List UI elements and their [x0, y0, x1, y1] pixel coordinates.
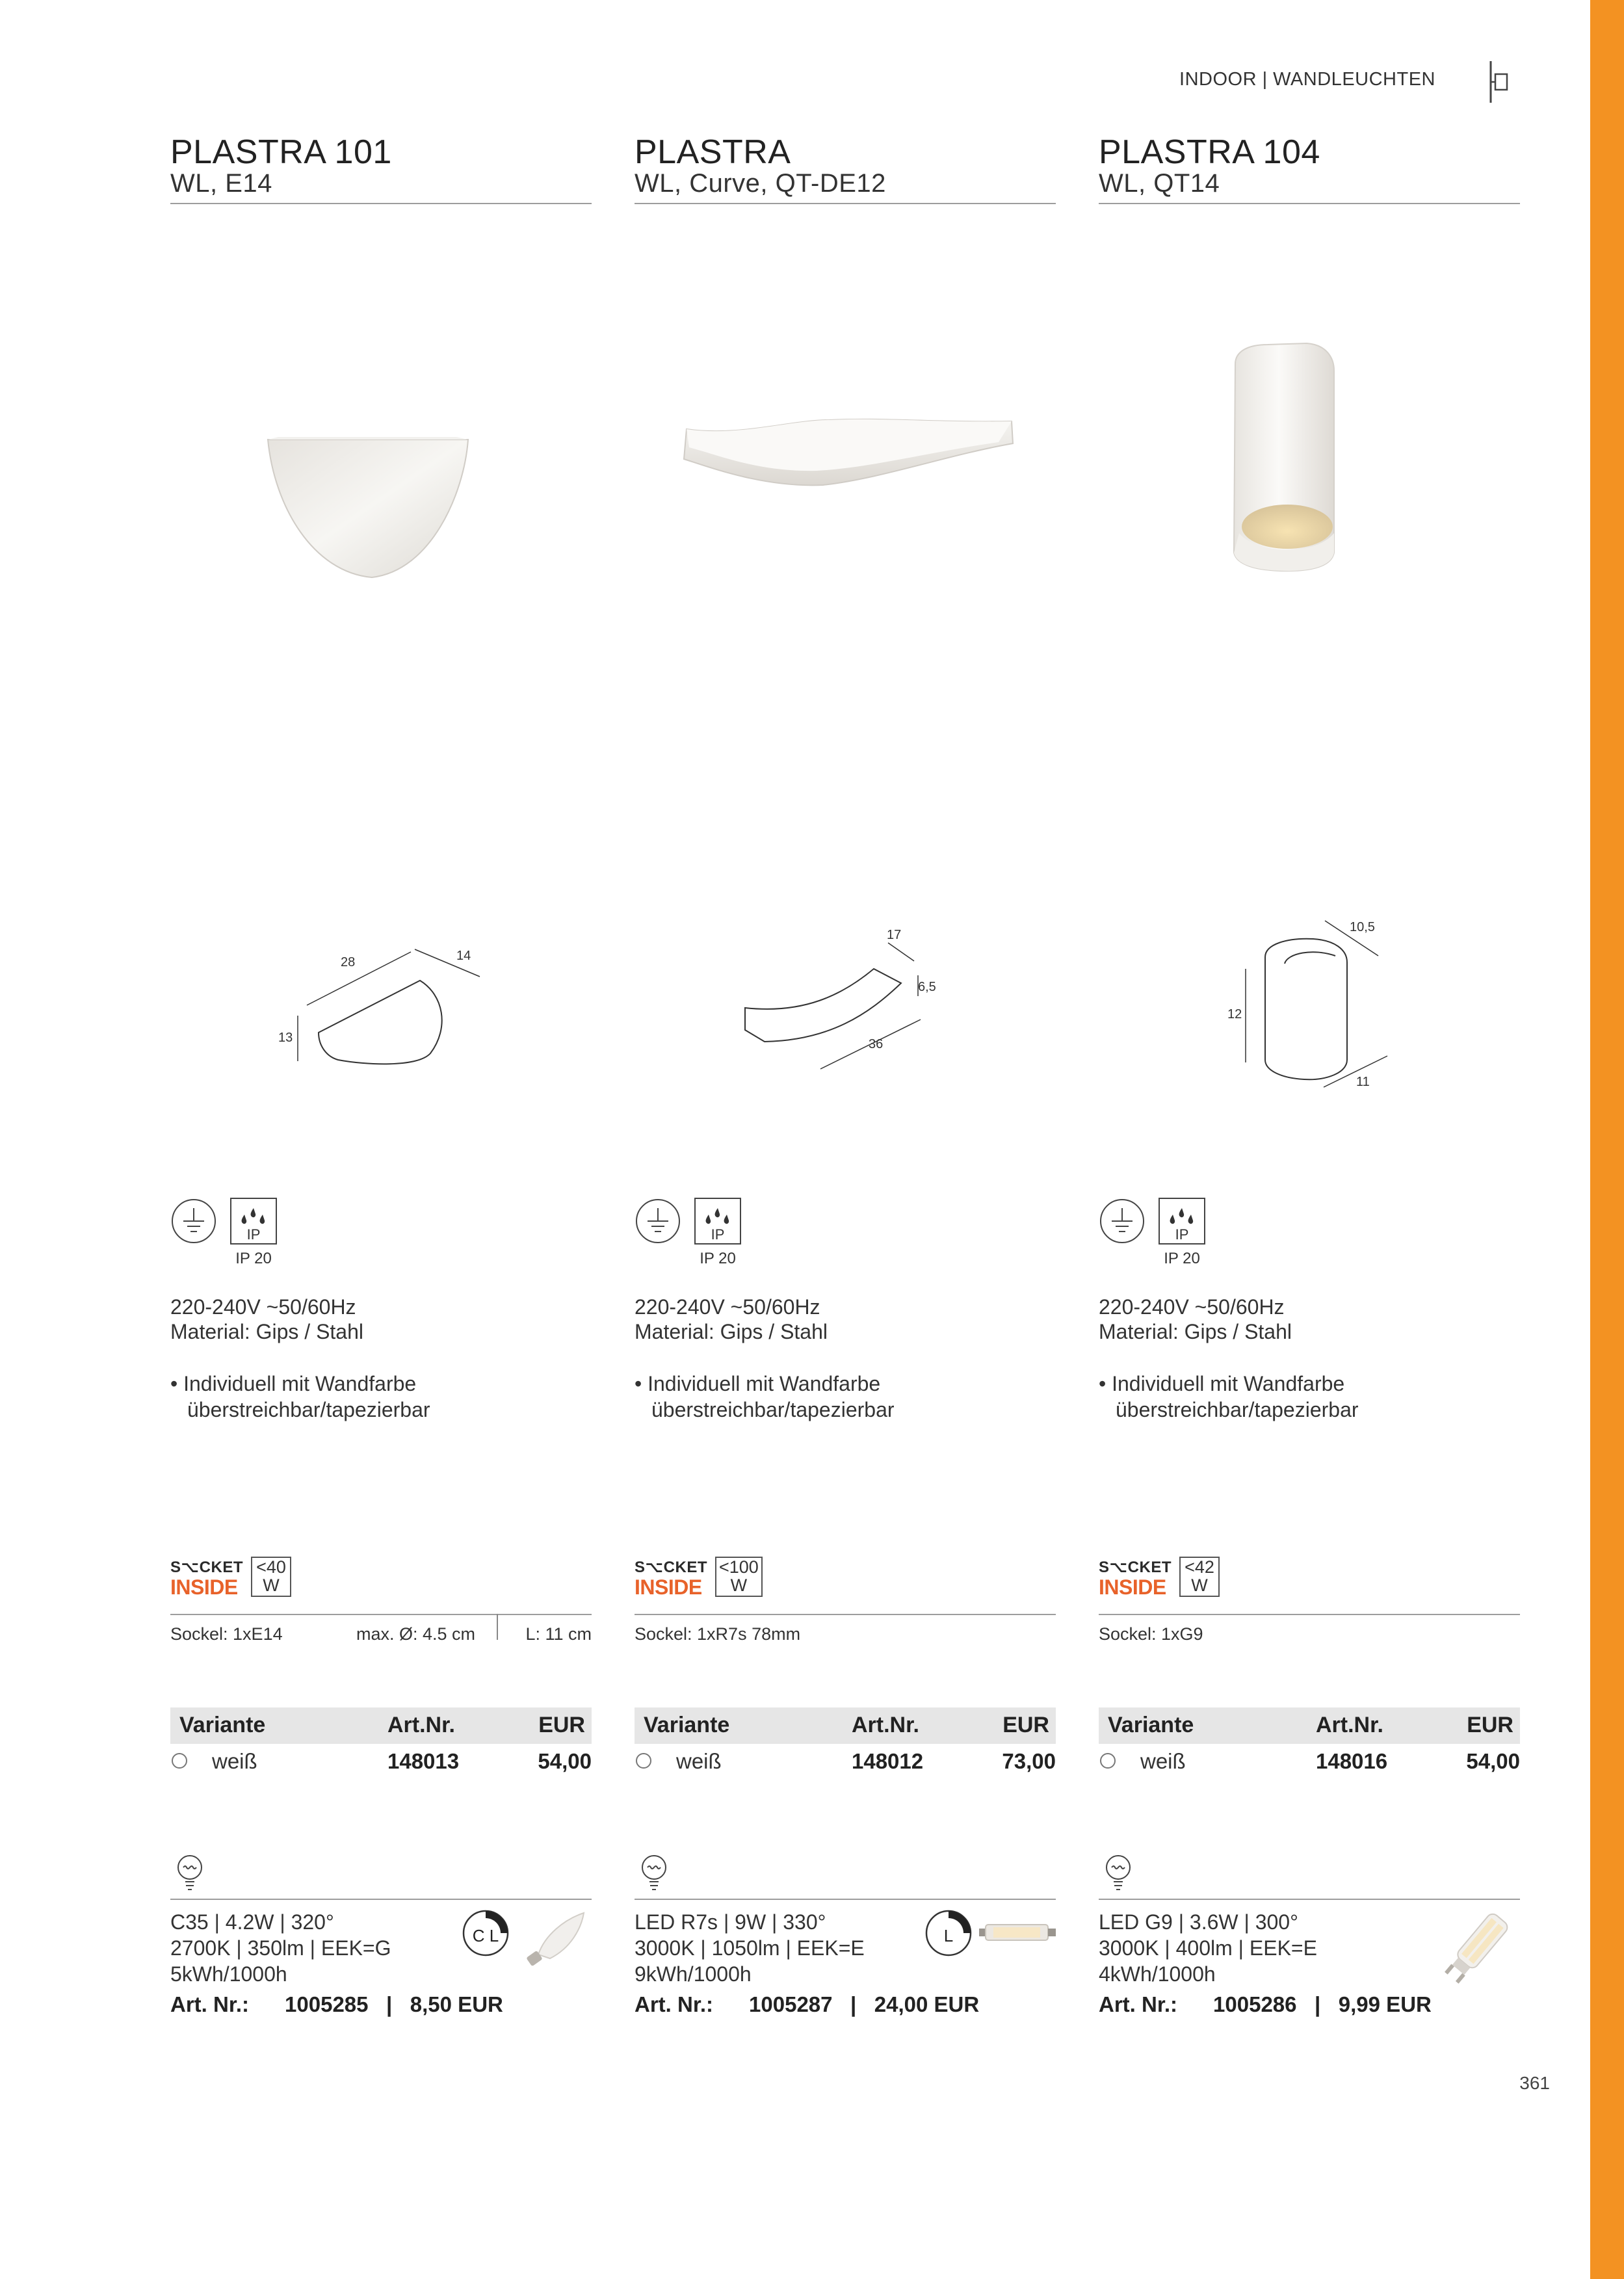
ip-rating-icon: [1159, 1198, 1205, 1245]
header-eur: EUR: [538, 1713, 585, 1737]
product-subtitle: WL, QT14: [1099, 169, 1220, 198]
lamp-spec-line-1: C35 | 4.2W | 320°: [170, 1910, 334, 1934]
vertical-separator: [497, 1614, 498, 1640]
product-image-half-bowl: [170, 247, 592, 663]
price: 54,00: [1466, 1749, 1520, 1773]
svg-text:IP: IP: [711, 1226, 725, 1243]
lamp-spec-line-2: 3000K | 400lm | EEK=E: [1099, 1936, 1317, 1960]
lamp-spec-line-3: 4kWh/1000h: [1099, 1962, 1216, 1986]
dim-width: 36: [869, 1037, 884, 1051]
protection-class-icon: [170, 1198, 217, 1245]
price: 54,00: [538, 1749, 592, 1773]
inside-text: INSIDE: [170, 1575, 238, 1599]
bullet-line-1: • Individuell mit Wandfarbe: [1099, 1372, 1345, 1395]
variant-table-header: [635, 1707, 1056, 1744]
spec-voltage: 220-240V ~50/60Hz: [635, 1295, 820, 1319]
protection-class-icon: [1099, 1198, 1146, 1245]
divider: [170, 1899, 592, 1900]
lamp-article: Art. Nr.: 1005285 | 8,50 EUR: [170, 1992, 503, 2016]
spec-material: Material: Gips / Stahl: [1099, 1320, 1292, 1343]
header-variante: Variante: [179, 1713, 266, 1737]
inside-text: INSIDE: [1099, 1575, 1166, 1599]
bullet-line-1: • Individuell mit Wandfarbe: [635, 1372, 881, 1395]
dim-width: 11: [1356, 1075, 1370, 1089]
variant-table-header: [170, 1707, 592, 1744]
g9-led-bulb-image: [1437, 1905, 1517, 1990]
lightbulb-icon: [640, 1853, 668, 1892]
max-wattage-badge: <42 W: [1179, 1557, 1220, 1597]
divider: [170, 1614, 592, 1615]
header-variante: Variante: [1108, 1713, 1194, 1737]
header-artnr: Art.Nr.: [852, 1713, 919, 1737]
table-row[interactable]: [1099, 1746, 1520, 1778]
svg-text:L: L: [943, 1926, 954, 1945]
product-image-cylinder: [1099, 247, 1520, 663]
ip-label: IP 20: [700, 1250, 736, 1267]
divider: [170, 203, 592, 204]
ip-rating-icon: [694, 1198, 741, 1245]
dimension-drawing: [170, 897, 592, 1144]
variant-table-header: [1099, 1707, 1520, 1744]
bullet-line-1: • Individuell mit Wandfarbe: [170, 1372, 417, 1395]
product-title: PLASTRA 104: [1099, 133, 1320, 171]
variant-radio[interactable]: [172, 1753, 187, 1769]
header-artnr: Art.Nr.: [1316, 1713, 1383, 1737]
product-image-curve: [635, 247, 1056, 663]
dim-depth: 17: [887, 928, 902, 942]
article-number: 148013: [387, 1749, 460, 1773]
feature-bullet: [170, 1371, 430, 1423]
product-column-plastra-104: [1099, 0, 1520, 2279]
spec-voltage: 220-240V ~50/60Hz: [170, 1295, 356, 1319]
variant-radio[interactable]: [1100, 1753, 1116, 1769]
orange-side-bar: [1590, 0, 1624, 2279]
dim-height: 6,5: [918, 980, 936, 994]
product-column-plastra-curve: [635, 0, 1056, 2279]
lamp-spec-line-3: 5kWh/1000h: [170, 1962, 287, 1986]
lamp-spec-line-2: 3000K | 1050lm | EEK=E: [635, 1936, 865, 1960]
socket-text: S⌥CKET: [170, 1559, 243, 1576]
lamp-spec-line-2: 2700K | 350lm | EEK=G: [170, 1936, 391, 1960]
product-title: PLASTRA 101: [170, 133, 392, 171]
socket-inside-logo: [170, 1559, 243, 1599]
lightbulb-icon: [1104, 1853, 1133, 1892]
variant-radio[interactable]: [636, 1753, 651, 1769]
bullet-line-2: überstreichbar/tapezierbar: [187, 1398, 430, 1421]
article-number: 148012: [852, 1749, 924, 1773]
svg-text:IP: IP: [1175, 1226, 1189, 1243]
lamp-spec-line-1: LED G9 | 3.6W | 300°: [1099, 1910, 1298, 1934]
socket-inside-logo: [1099, 1559, 1172, 1599]
protection-class-icon: [635, 1198, 681, 1245]
divider: [1099, 203, 1520, 204]
header-eur: EUR: [1002, 1713, 1049, 1737]
svg-text:C L: C L: [472, 1926, 499, 1945]
variant-color: weiß: [676, 1749, 722, 1773]
lamp-spec-line-1: LED R7s | 9W | 330°: [635, 1910, 826, 1934]
bullet-line-2: überstreichbar/tapezierbar: [651, 1398, 895, 1421]
product-subtitle: WL, E14: [170, 169, 272, 198]
section-label: INDOOR | WANDLEUCHTEN: [1179, 69, 1435, 90]
sockel-info: Sockel: 1xG9: [1099, 1624, 1203, 1644]
variant-color: weiß: [212, 1749, 257, 1773]
dimmable-icon: [924, 1909, 973, 1957]
article-number: 148016: [1316, 1749, 1388, 1773]
dim-depth: 10,5: [1350, 920, 1375, 934]
divider: [1099, 1614, 1520, 1615]
price: 73,00: [1002, 1749, 1056, 1773]
lamp-spec-line-3: 9kWh/1000h: [635, 1962, 752, 1986]
lamp-article: Art. Nr.: 1005287 | 24,00 EUR: [635, 1992, 980, 2016]
header-variante: Variante: [644, 1713, 730, 1737]
sockel-info: Sockel: 1xR7s 78mm: [635, 1624, 801, 1644]
candle-bulb-image: [519, 1909, 590, 1968]
dimension-drawing: [635, 897, 1056, 1144]
product-column-plastra-101: [170, 0, 592, 2279]
svg-text:IP: IP: [246, 1226, 261, 1243]
socket-text: S⌥CKET: [1099, 1559, 1172, 1576]
ip-label: IP 20: [235, 1250, 272, 1267]
feature-bullet: [635, 1371, 895, 1423]
divider: [1099, 1899, 1520, 1900]
socket-text: S⌥CKET: [635, 1559, 707, 1576]
header-eur: EUR: [1467, 1713, 1513, 1737]
spec-material: Material: Gips / Stahl: [170, 1320, 363, 1343]
sockel-length: L: 11 cm: [525, 1624, 592, 1644]
lamp-article: Art. Nr.: 1005286 | 9,99 EUR: [1099, 1992, 1432, 2016]
dimension-drawing: [1099, 897, 1520, 1144]
inside-text: INSIDE: [635, 1575, 702, 1599]
lightbulb-icon: [176, 1853, 204, 1892]
bullet-line-2: überstreichbar/tapezierbar: [1116, 1398, 1359, 1421]
sockel-max-diameter: max. Ø: 4.5 cm: [356, 1624, 476, 1644]
table-row[interactable]: [635, 1746, 1056, 1778]
sockel-info: Sockel: 1xE14: [170, 1624, 283, 1644]
ip-label: IP 20: [1164, 1250, 1200, 1267]
dim-depth: 14: [456, 949, 471, 963]
table-row[interactable]: [170, 1746, 592, 1778]
product-title: PLASTRA: [635, 133, 791, 171]
spec-material: Material: Gips / Stahl: [635, 1320, 828, 1343]
socket-inside-logo: [635, 1559, 707, 1599]
product-subtitle: WL, Curve, QT-DE12: [635, 169, 886, 198]
divider: [635, 203, 1056, 204]
dim-width: 28: [341, 955, 356, 969]
page-number: 361: [1519, 2073, 1550, 2093]
max-wattage-badge: <100 W: [715, 1557, 763, 1597]
spec-voltage: 220-240V ~50/60Hz: [1099, 1295, 1285, 1319]
max-wattage-badge: <40 W: [251, 1557, 291, 1597]
feature-bullet: [1099, 1371, 1359, 1423]
dim-height: 12: [1227, 1007, 1242, 1021]
dim-height: 13: [278, 1031, 293, 1045]
r7s-tube-image: [979, 1918, 1056, 1947]
divider: [635, 1614, 1056, 1615]
dimmable-icon: [462, 1909, 510, 1957]
header-artnr: Art.Nr.: [387, 1713, 455, 1737]
variant-color: weiß: [1140, 1749, 1186, 1773]
ip-rating-icon: [230, 1198, 277, 1245]
divider: [635, 1899, 1056, 1900]
